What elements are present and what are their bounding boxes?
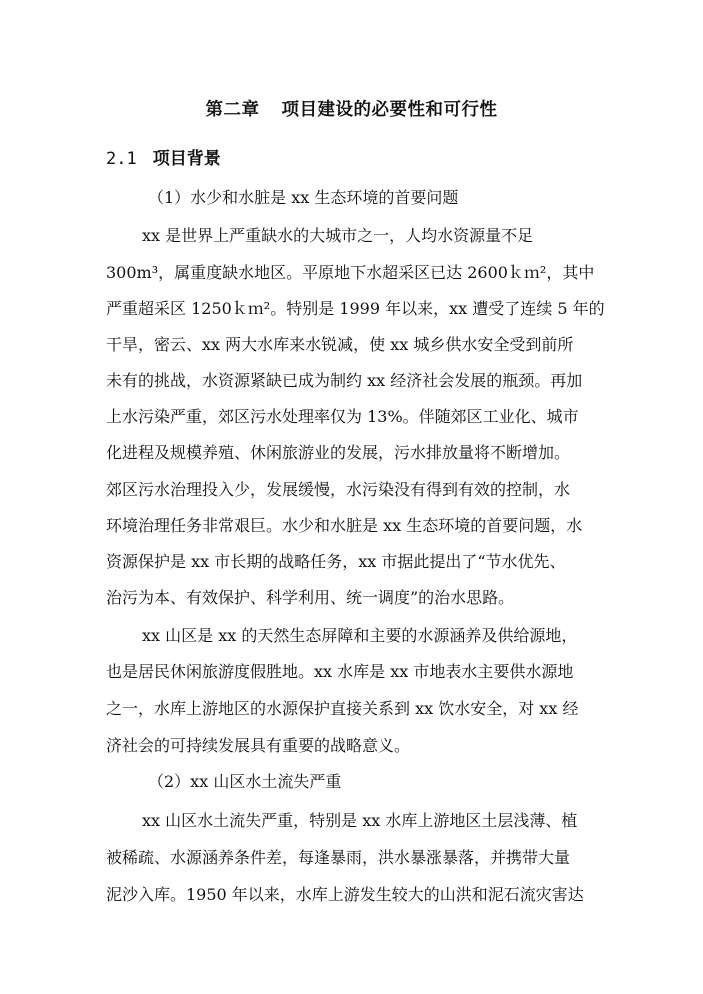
paragraph-line: 上水污染严重，郊区污水处理率仅为 13%。伴随郊区工业化、城市 (106, 407, 579, 426)
paragraph-line: 济社会的可持续发展具有重要的战略意义。 (106, 736, 411, 755)
section-heading (106, 144, 221, 169)
paragraph-line: 之一，水库上游地区的水源保护直接关系到 xx 饮水安全，对 xx 经 (106, 699, 579, 718)
paragraph-line: 郊区污水治理投入少，发展缓慢，水污染没有得到有效的控制，水 (106, 480, 571, 499)
paragraph-line: 泥沙入库。1950 年以来，水库上游发生较大的山洪和泥石流灾害达 (106, 885, 584, 904)
chapter-title (0, 96, 703, 121)
subheading-2: （2）xx 山区水土流失严重 (148, 772, 342, 791)
paragraph-line: xx 山区水土流失严重，特别是 xx 水库上游地区土层浅薄、植 (142, 811, 578, 830)
paragraph-line: 化进程及规模养殖、休闲旅游业的发展，污水排放量将不断增加。 (106, 443, 571, 462)
subheading-1: （1）水少和水脏是 xx 生态环境的首要问题 (148, 188, 459, 207)
paragraph-line: 干旱，密云、xx 两大水库来水锐减，使 xx 城乡供水安全受到前所 (106, 335, 574, 354)
paragraph-line: 未有的挑战，水资源紧缺已成为制约 xx 经济社会发展的瓶颈。再加 (106, 371, 583, 390)
paragraph-line: 治污为本、有效保护、科学利用、统一调度”的治水思路。 (106, 588, 515, 607)
paragraph-line: 被稀疏、水源涵养条件差，每逢暴雨，洪水暴涨暴落，并携带大量 (106, 848, 571, 867)
chapter-name: 项目建设的必要性和可行性 (281, 100, 498, 120)
paragraph-line: 300m³，属重度缺水地区。平原地下水超采区已达 2600ｋｍ²，其中 (106, 263, 595, 282)
paragraph-line: 资源保护是 xx 市长期的战略任务，xx 市据此提出了“节水优先、 (106, 552, 566, 571)
chapter-number: 第二章 (205, 100, 260, 120)
section-number: 2.1 (106, 149, 137, 169)
paragraph-line: xx 山区是 xx 的天然生态屏障和主要的水源涵养及供给源地， (142, 626, 578, 645)
section-name: 项目背景 (152, 149, 221, 169)
paragraph-line: 环境治理任务非常艰巨。水少和水脏是 xx 生态环境的首要问题，水 (106, 516, 583, 535)
paragraph-line: xx 是世界上严重缺水的大城市之一，人均水资源量不足 (142, 226, 534, 245)
paragraph-line: 严重超采区 1250ｋｍ²。特别是 1999 年以来，xx 遭受了连续 5 年的 (106, 299, 605, 318)
paragraph-line: 也是居民休闲旅游度假胜地。xx 水库是 xx 市地表水主要供水源地 (106, 662, 574, 681)
